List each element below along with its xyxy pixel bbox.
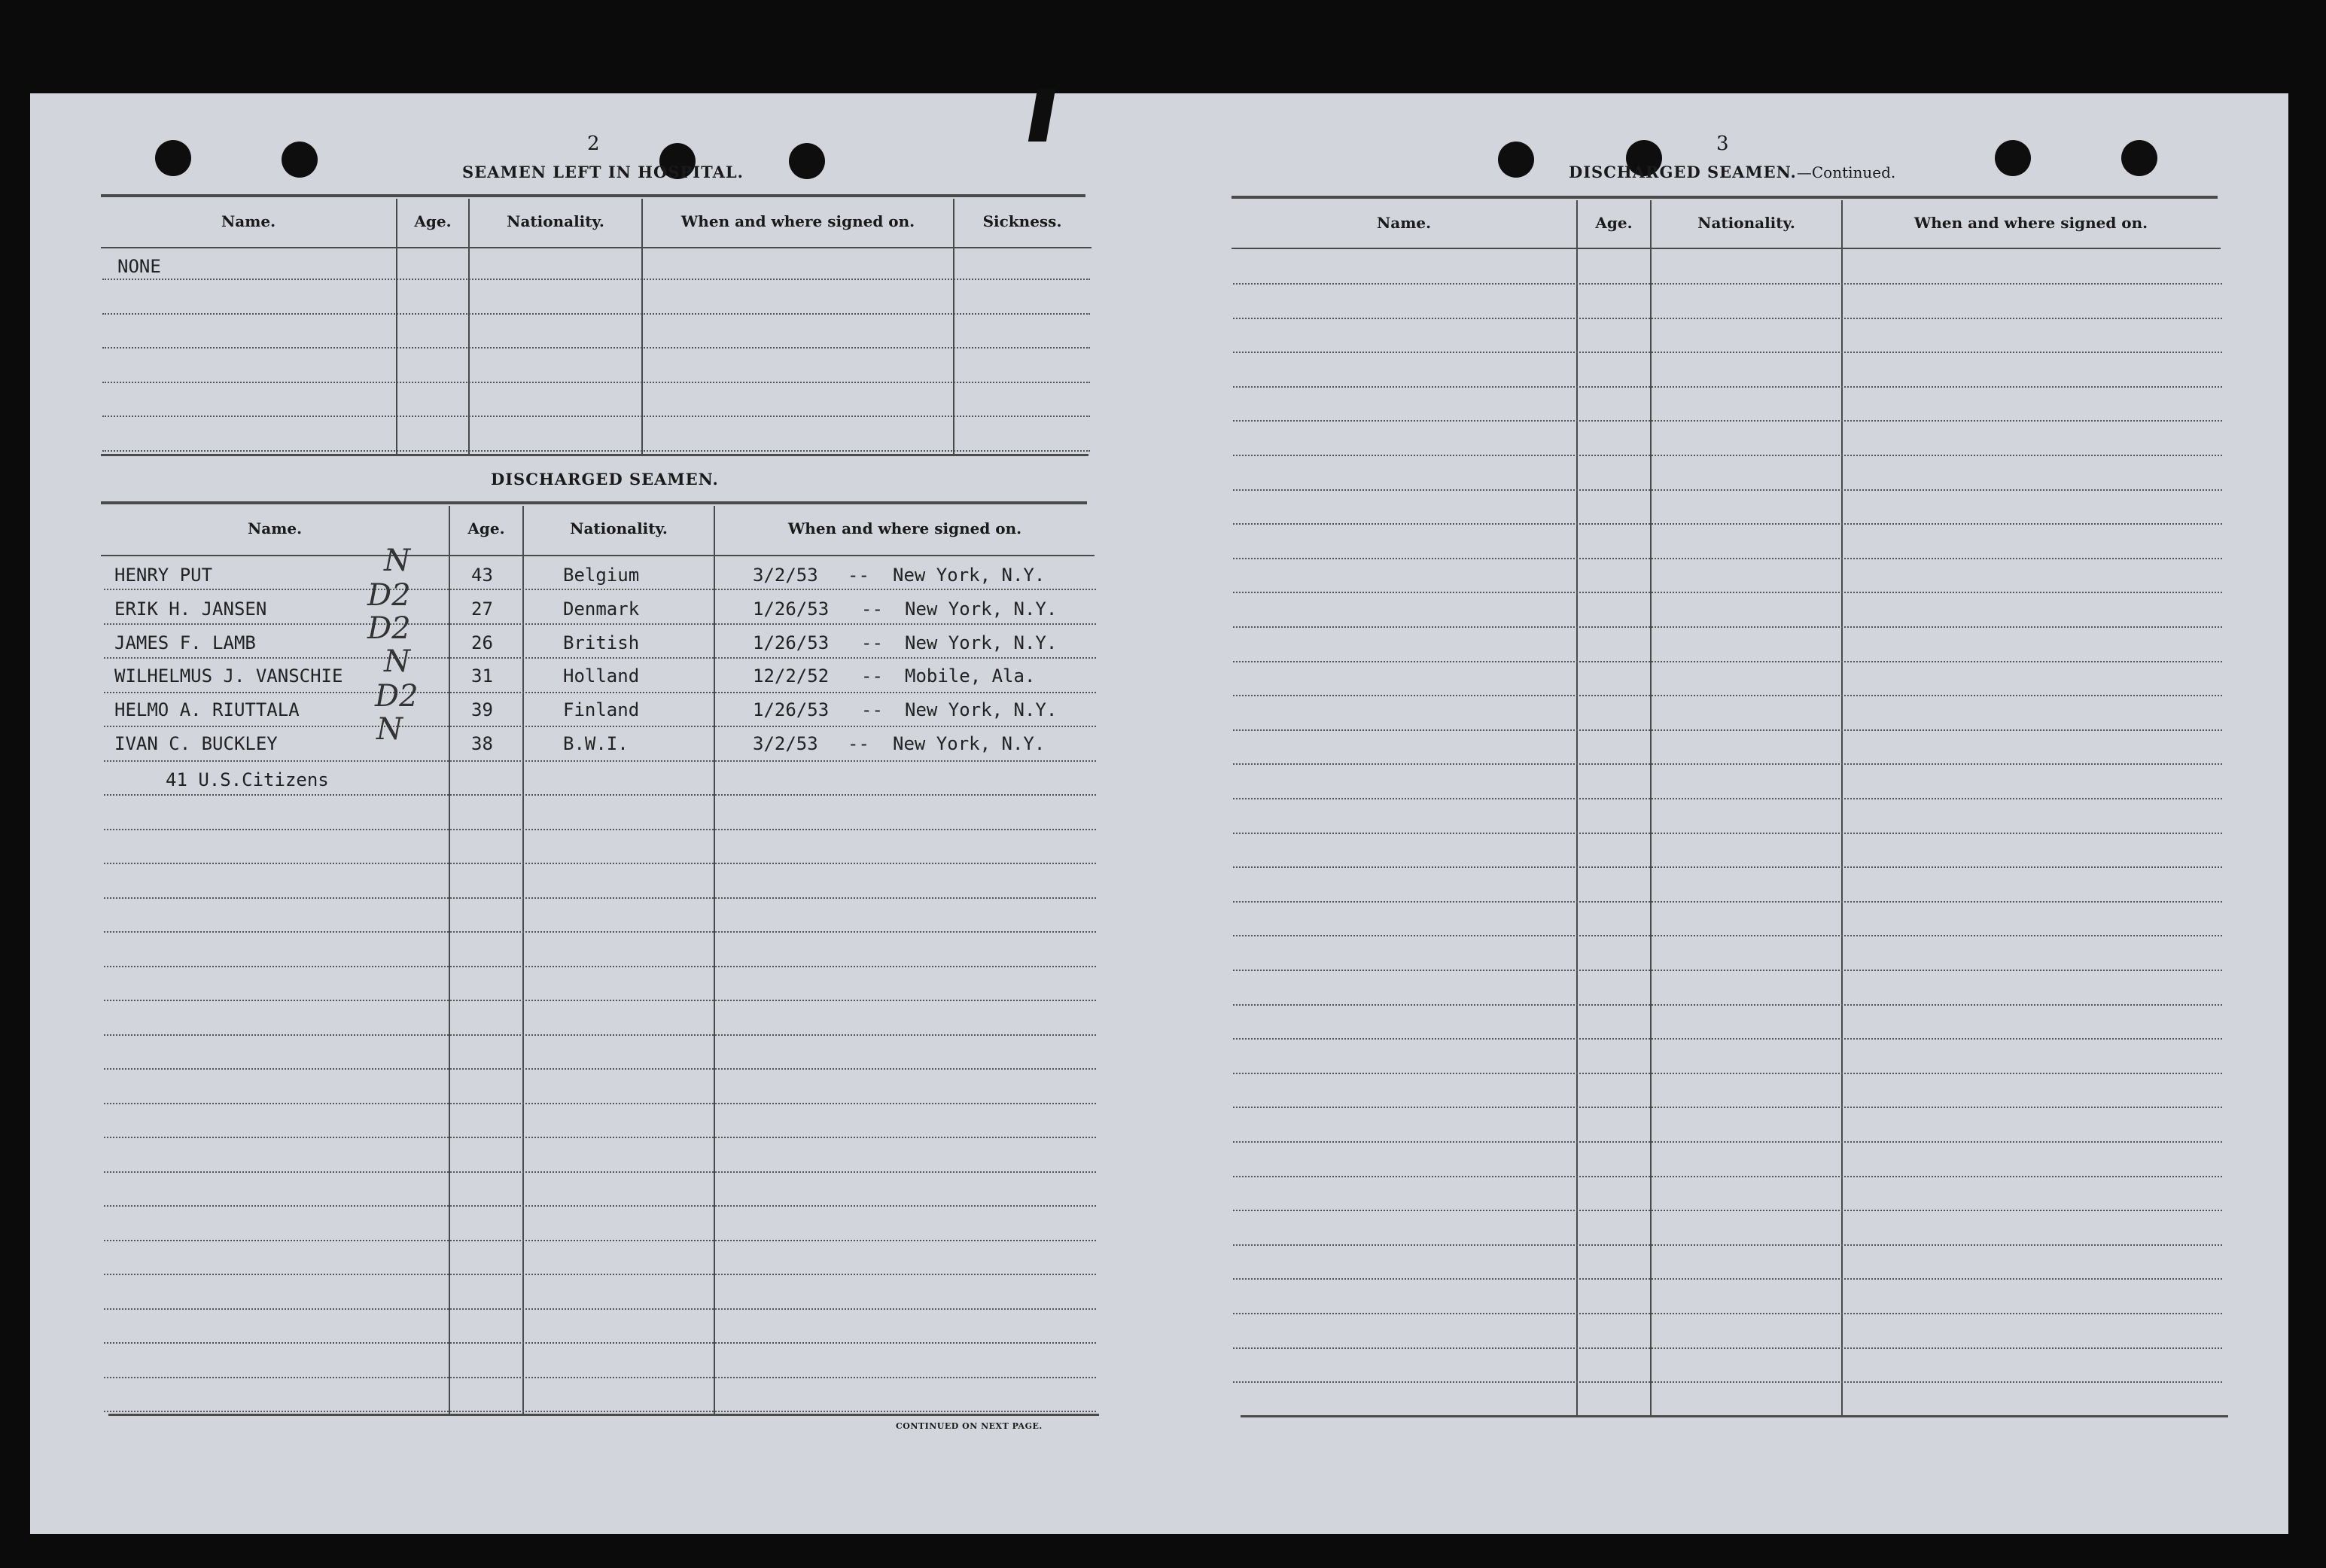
seaman-name: ERIK H. JANSEN xyxy=(114,598,267,620)
handwritten-mark: D2 xyxy=(367,578,411,613)
seaman-name: JAMES F. LAMB xyxy=(114,632,256,653)
ruled-line xyxy=(1233,1176,2222,1177)
handwritten-mark: D2 xyxy=(375,679,419,714)
punch-hole xyxy=(155,140,191,176)
ruled-line xyxy=(1233,455,2222,456)
right-col-age: Age. xyxy=(1595,214,1633,232)
ruled-line xyxy=(104,1205,1096,1207)
ruled-line xyxy=(102,279,1090,280)
discharged-col-age: Age. xyxy=(467,519,505,537)
ruled-line xyxy=(104,692,1096,693)
discharged-col-divider xyxy=(449,506,450,1414)
ruled-line xyxy=(104,1308,1096,1310)
punch-hole xyxy=(2121,140,2157,176)
seaman-age: 43 xyxy=(471,565,493,586)
ruled-line xyxy=(1233,1141,2222,1143)
ruled-line xyxy=(1233,695,2222,696)
ruled-line xyxy=(104,726,1096,727)
ruled-line xyxy=(1233,558,2222,559)
seaman-age: 26 xyxy=(471,632,493,653)
hospital-header-rule xyxy=(101,247,1091,248)
ruled-line xyxy=(104,794,1096,796)
signed-on-date: 3/2/53 xyxy=(753,733,818,754)
ruled-line xyxy=(104,760,1096,762)
seaman-nationality: British xyxy=(563,632,640,653)
ruled-line xyxy=(1233,1038,2222,1040)
ruled-line xyxy=(102,416,1090,417)
seaman-nationality: Finland xyxy=(563,699,640,720)
document-sheet xyxy=(30,93,2288,1534)
signed-on-place: New York, N.Y. xyxy=(905,598,1058,620)
signed-on-date: 12/2/52 xyxy=(753,665,830,687)
ruled-line xyxy=(1233,1381,2222,1383)
ruled-line xyxy=(104,657,1096,659)
punch-hole xyxy=(1498,142,1534,178)
ruled-line xyxy=(104,623,1096,625)
ruled-line xyxy=(104,863,1096,864)
seaman-name: HENRY PUT xyxy=(114,565,213,586)
ruled-line xyxy=(1233,1004,2222,1006)
seaman-age: 31 xyxy=(471,665,493,687)
hospital-col-nationality: Nationality. xyxy=(507,212,604,230)
ruled-line xyxy=(102,450,1090,452)
discharged-col-signed-on: When and where signed on. xyxy=(787,519,1022,537)
ruled-line xyxy=(102,347,1090,349)
ruled-line xyxy=(1233,1073,2222,1074)
seaman-name: WILHELMUS J. VANSCHIE xyxy=(114,665,343,687)
ruled-line xyxy=(104,829,1096,830)
ruled-line xyxy=(104,1240,1096,1241)
right-top-rule xyxy=(1232,196,2218,199)
right-col-divider xyxy=(1841,200,1843,1415)
hospital-section-title: SEAMEN LEFT IN HOSPITAL. xyxy=(462,163,744,181)
signed-on-date: 1/26/53 xyxy=(753,699,830,720)
hospital-col-signed-on: When and where signed on. xyxy=(680,212,915,230)
signed-on-date: 1/26/53 xyxy=(753,598,830,620)
right-title-continued: —Continued. xyxy=(1796,163,1896,181)
ruled-line xyxy=(104,966,1096,967)
ruled-line xyxy=(1233,318,2222,319)
ruled-line xyxy=(1233,420,2222,422)
ruled-line xyxy=(1233,866,2222,868)
ruled-line xyxy=(1233,661,2222,662)
right-header-rule xyxy=(1232,248,2221,249)
ruled-line xyxy=(1233,1107,2222,1108)
right-col-nationality: Nationality. xyxy=(1697,214,1795,232)
signed-on-dash: -- xyxy=(848,565,869,586)
ruled-line xyxy=(1233,283,2222,285)
signed-on-place: New York, N.Y. xyxy=(905,699,1058,720)
right-col-signed-on: When and where signed on. xyxy=(1913,214,2148,232)
right-col-name: Name. xyxy=(1376,214,1432,232)
ruled-line xyxy=(1233,1244,2222,1246)
ruled-line xyxy=(1233,833,2222,834)
hospital-col-name: Name. xyxy=(221,212,276,230)
hospital-col-age: Age. xyxy=(414,212,452,230)
hospital-top-rule xyxy=(101,194,1085,197)
ruled-line xyxy=(104,897,1096,899)
ruled-line xyxy=(1233,1313,2222,1314)
discharged-bottom-rule xyxy=(108,1414,1099,1416)
discharged-section-title: DISCHARGED SEAMEN. xyxy=(491,470,719,489)
seaman-nationality: Holland xyxy=(563,665,640,687)
ruled-line xyxy=(104,1034,1096,1036)
ruled-line xyxy=(104,1137,1096,1138)
ruled-line xyxy=(1233,935,2222,936)
ruled-line xyxy=(1233,1278,2222,1280)
ruled-line xyxy=(1233,1210,2222,1211)
seaman-nationality: Denmark xyxy=(563,598,640,620)
page-number-left: 2 xyxy=(587,132,600,155)
ruled-line xyxy=(104,1171,1096,1173)
signed-on-place: New York, N.Y. xyxy=(905,632,1058,653)
ruled-line xyxy=(104,1342,1096,1344)
ruled-line xyxy=(104,1411,1096,1412)
right-section-title xyxy=(1569,163,1895,181)
discharged-col-divider xyxy=(522,506,524,1414)
seaman-age: 38 xyxy=(471,733,493,754)
signed-on-dash: -- xyxy=(861,632,883,653)
ruled-line xyxy=(1233,901,2222,903)
discharged-top-rule xyxy=(101,501,1087,504)
ruled-line xyxy=(102,313,1090,315)
ruled-line xyxy=(1233,626,2222,628)
right-title-main: DISCHARGED SEAMEN. xyxy=(1569,163,1797,181)
seaman-nationality: Belgium xyxy=(563,565,640,586)
signed-on-place: New York, N.Y. xyxy=(893,733,1046,754)
signed-on-place: New York, N.Y. xyxy=(893,565,1046,586)
signed-on-dash: -- xyxy=(861,665,883,687)
ruled-line xyxy=(1233,592,2222,593)
punch-hole xyxy=(789,143,825,179)
ruled-line xyxy=(1233,1347,2222,1349)
us-citizens-note: 41 U.S.Citizens xyxy=(166,769,329,790)
seaman-name: IVAN C. BUCKLEY xyxy=(114,733,278,754)
signed-on-dash: -- xyxy=(861,699,883,720)
handwritten-mark: N xyxy=(384,543,410,578)
right-bottom-rule xyxy=(1241,1415,2228,1417)
signed-on-dash: -- xyxy=(861,598,883,620)
ruled-line xyxy=(104,1068,1096,1070)
hospital-none-entry: NONE xyxy=(117,256,161,277)
signed-on-dash: -- xyxy=(848,733,869,754)
ruled-line xyxy=(1233,798,2222,799)
page-number-right: 3 xyxy=(1716,132,1729,155)
ruled-line xyxy=(1233,523,2222,525)
discharged-col-name: Name. xyxy=(247,519,303,537)
handwritten-mark: N xyxy=(376,712,403,747)
hospital-bottom-rule xyxy=(101,454,1088,456)
ruled-line xyxy=(104,931,1096,933)
ruled-line xyxy=(1233,352,2222,353)
ruled-line xyxy=(104,589,1096,590)
ruled-line xyxy=(104,1274,1096,1275)
discharged-col-divider xyxy=(714,506,715,1414)
seaman-age: 27 xyxy=(471,598,493,620)
handwritten-mark: N xyxy=(384,644,410,679)
ruled-line xyxy=(104,1000,1096,1001)
ruled-line xyxy=(1233,763,2222,765)
seaman-nationality: B.W.I. xyxy=(563,733,629,754)
ruled-line xyxy=(104,1377,1096,1378)
right-col-divider xyxy=(1650,200,1652,1415)
ruled-line xyxy=(1233,489,2222,491)
signed-on-date: 3/2/53 xyxy=(753,565,818,586)
continued-footer: CONTINUED ON NEXT PAGE. xyxy=(896,1421,1043,1431)
handwritten-mark: D2 xyxy=(367,611,411,646)
ruled-line xyxy=(1233,386,2222,388)
discharged-header-rule xyxy=(101,555,1094,556)
discharged-col-nationality: Nationality. xyxy=(570,519,668,537)
punch-hole xyxy=(1995,140,2031,176)
hospital-col-sickness: Sickness. xyxy=(982,212,1062,230)
punch-hole xyxy=(282,142,318,178)
ruled-line xyxy=(104,1103,1096,1104)
ruled-line xyxy=(102,382,1090,383)
seaman-name: HELMO A. RIUTTALA xyxy=(114,699,300,720)
seaman-age: 39 xyxy=(471,699,493,720)
ruled-line xyxy=(1233,970,2222,971)
right-col-divider xyxy=(1576,200,1578,1415)
ruled-line xyxy=(1233,729,2222,731)
signed-on-place: Mobile, Ala. xyxy=(905,665,1036,687)
signed-on-date: 1/26/53 xyxy=(753,632,830,653)
